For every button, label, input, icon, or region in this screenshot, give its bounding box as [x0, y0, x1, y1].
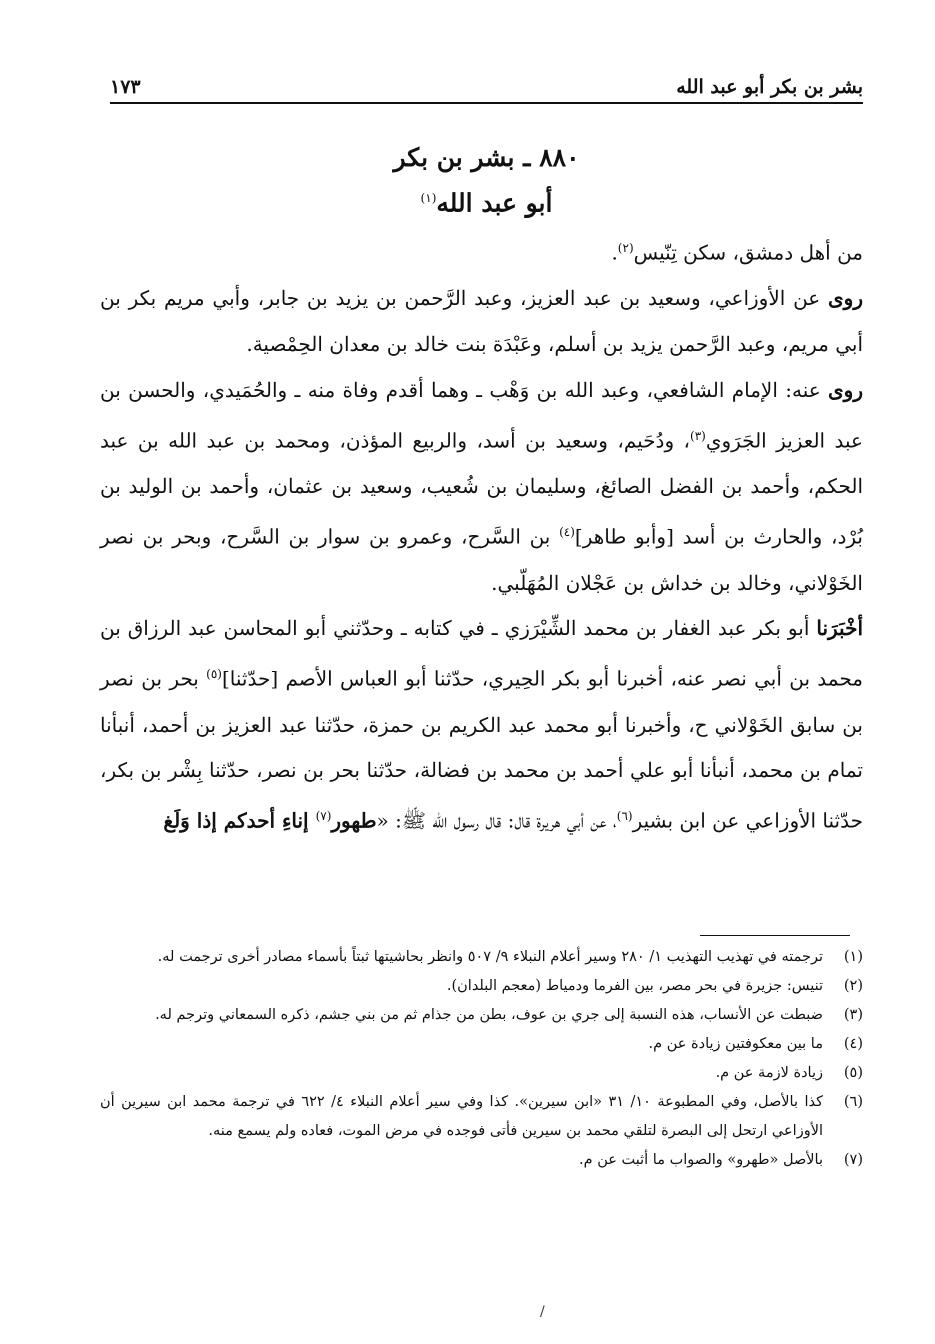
- footnote-text: بالأصل «طهرو» والصواب ما أثبت عن م.: [579, 1152, 823, 1168]
- footnote-number: (٦): [843, 1094, 863, 1110]
- footnote: [100, 972, 863, 1001]
- paragraph-text: ، ودُحَيم، وسعيد بن أسد، والربيع المؤذن، ومحمد بن عبد الله بن عبد الحكم، وأحمد بن الفضل الصائغ، وسليمان بن شُعيب، وسعيد بن عثمان، وأحمد بن الوليد بن بُرْد، والحارث بن أسد [وأبو طاهر]: [100, 428, 863, 549]
- hadith-text: طهور: [331, 808, 377, 833]
- footnote-ref: (١): [420, 191, 437, 205]
- footnote-number: (١): [843, 949, 863, 965]
- running-header: [110, 62, 863, 104]
- footnote-number: (٤): [843, 1036, 863, 1052]
- footnote: [100, 943, 863, 972]
- paragraph-lead: روى: [828, 286, 863, 311]
- footnote-ref: (٧): [315, 809, 332, 824]
- footnote-text: تنيس: جزيرة في بحر مصر، بين الفرما ودمياط (معجم البلدان).: [446, 978, 823, 994]
- footnote-text: ضبطت عن الأنساب، هذه النسبة إلى جري بن عوف، بطن من جذام ثم من بني جشم، ذكره السمعاني وترجم له.: [155, 1007, 823, 1023]
- footnote-number: (٣): [843, 1007, 863, 1023]
- footnote: [100, 1059, 863, 1088]
- footnote-ref: (٥): [206, 667, 222, 682]
- footnote-text: زيادة لازمة عن م.: [715, 1065, 823, 1081]
- paragraph-text: عنه: الإمام الشافعي، وعبد الله بن وَهْب ـ وهما أقدم وفاة منه ـ والحُمَيدي، والحسن بن عبد العزيز الجَرَوي: [100, 378, 863, 453]
- footnote-number: (٢): [843, 978, 863, 994]
- entry-title: ٨٨٠ ـ بشر بن بكر: [393, 143, 580, 172]
- scan-mark: /: [540, 1304, 545, 1320]
- paragraph-end: .: [611, 240, 618, 265]
- paragraph-narrated-by: [100, 368, 863, 606]
- entry-heading: [110, 138, 863, 223]
- footnotes: [100, 943, 863, 1175]
- footnote-ref: (٤): [559, 525, 575, 540]
- footnote-ref: (٦): [616, 809, 633, 824]
- paragraph-lead: روى: [828, 378, 863, 403]
- paragraph-lead: أخْبَرَنا: [816, 616, 863, 641]
- running-title: بشر بن بكر أبو عبد الله: [676, 76, 863, 98]
- footnote: [100, 1001, 863, 1030]
- paragraph-isnad: [100, 606, 863, 844]
- page-number: ١٧٣: [110, 76, 141, 98]
- footnote: [100, 1088, 863, 1146]
- paragraph-narrated-from: [100, 276, 863, 368]
- footnote: [100, 1146, 863, 1175]
- footnote-number: (٧): [843, 1152, 863, 1168]
- paragraph-text: أبو بكر عبد الغفار بن محمد الشِّيْرَزي ـ في كتابه ـ وحدّثني أبو المحاسن عبد الرزاق بن محمد بن أبي نصر عنه، أخبرنا أبو بكر الحِيري، حدّثنا أبو العباس الأصم [حدّثنا]: [100, 616, 863, 691]
- body-text: [100, 226, 863, 845]
- paragraph-text: عن الأوزاعي، وسعيد بن عبد العزيز، وعبد الرَّحمن بن يزيد بن جابر، وأبي مريم بكر بن أبي مريم، وعبد الرَّحمن يزيد بن أسلم، وعَبْدَة بنت خالد بن معدان الحِمْصية.: [100, 286, 863, 357]
- entry-kunya-text: أبو عبد الله: [436, 188, 553, 218]
- footnote-ref: (٢): [617, 241, 634, 255]
- paragraph-origin: [100, 226, 863, 276]
- paragraph-text: بن السَّرح، وعمرو بن سوار بن السَّرح، وبحر بن نصر الخَوْلاني، وخالد بن خداش بن عَجْلان المُهَلّبي.: [100, 524, 863, 595]
- entry-kunya: [110, 178, 863, 223]
- footnote: [100, 1030, 863, 1059]
- paragraph-text: من أهل دمشق، سكن تِنّيس: [633, 240, 863, 265]
- footnote-text: ترجمته في تهذيب التهذيب ١/ ٢٨٠ وسير أعلام النبلاء ٩/ ٥٠٧ وانظر بحاشيتها ثبتاً بأسماء مصادر أخرى ترجمت له.: [157, 949, 823, 965]
- paragraph-text: بحر بن نصر بن سابق الخَوْلاني ح، وأخبرنا أبو محمد عبد الكريم بن حمزة، حدّثنا عبد العزيز بن أحمد، أنبأنا تمام بن محمد، أنبأنا أبو علي أحمد بن محمد بن فضالة، حدّثنا بحر بن نصر، حدّثنا بِشْر بن بكر، حدّثنا الأوزاعي عن ابن بشير: [100, 666, 863, 833]
- paragraph-text: ، عن أبي هريرة قال: قال رسول الله ﷺ: «: [376, 808, 617, 833]
- footnote-text: كذا بالأصل، وفي المطبوعة ١٠/ ٣١ «ابن سيرين». كذا وفي سير أعلام النبلاء ٤/ ٦٢٢ في ترجمة محمد ابن سيرين أن الأوزاعي ارتحل إلى البصرة لتلقي محمد بن سيرين فأتى فوجده في مرض الموت، فعاده ولم يسمع منه.: [100, 1094, 823, 1139]
- footnote-text: ما بين معكوفتين زيادة عن م.: [648, 1036, 823, 1052]
- hadith-text: إناءِ أحدكم إذا وَلَغ: [163, 808, 316, 833]
- footnote-divider: [700, 935, 850, 936]
- footnote-ref: (٣): [690, 428, 706, 443]
- footnote-number: (٥): [843, 1065, 863, 1081]
